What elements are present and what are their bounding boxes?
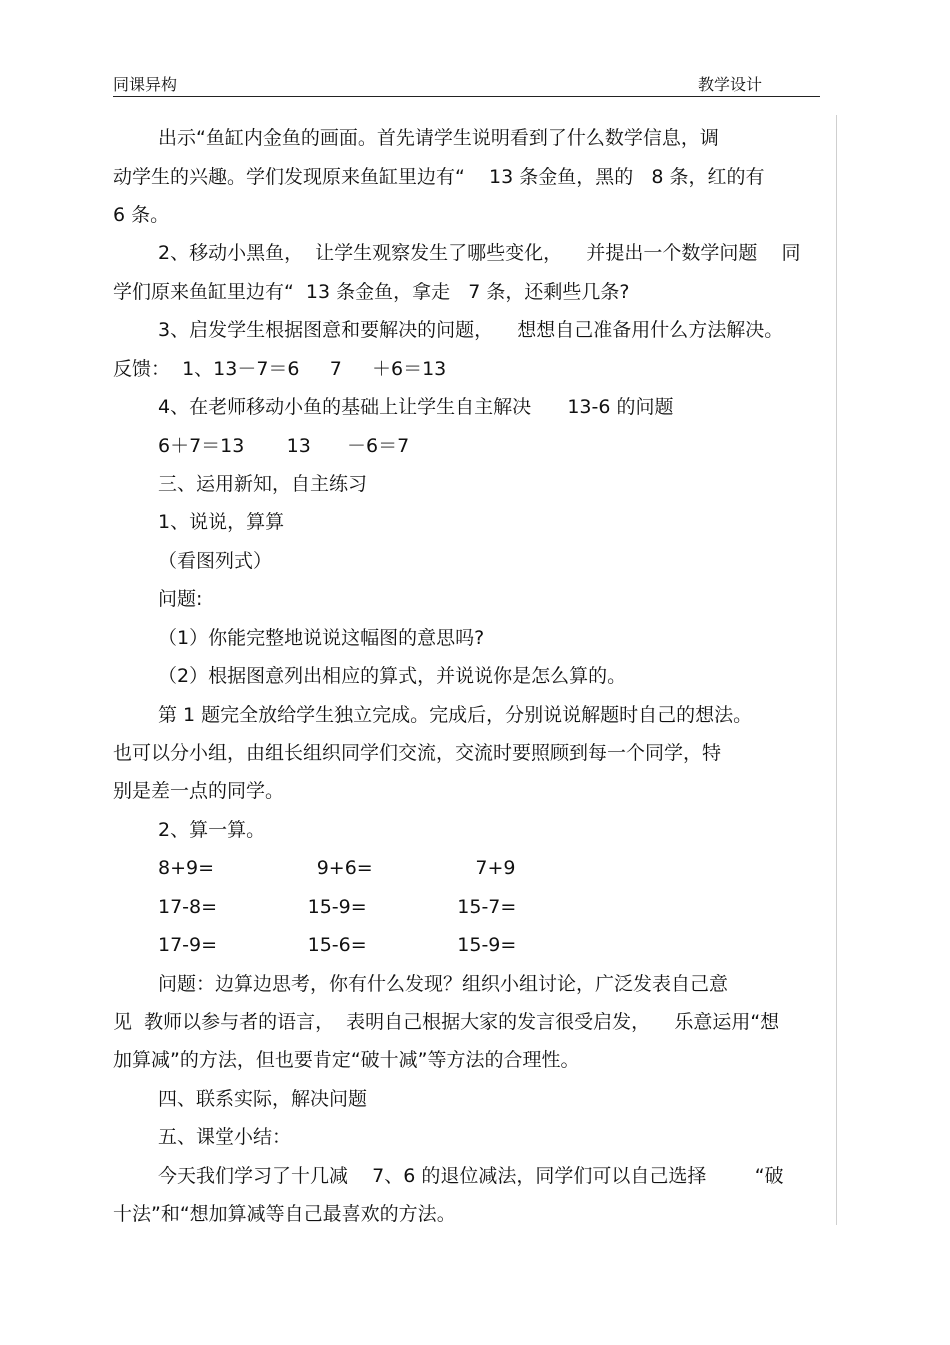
paragraph-line: 十法”和“想加算减等自己最喜欢的方法。: [113, 1203, 456, 1225]
paragraph-line: 4、在老师移动小鱼的基础上让学生自主解决 13-6 的问题: [158, 396, 674, 418]
header-left-title: 同课异构: [113, 75, 178, 94]
paragraph-line: 2、移动小黑鱼， 让学生观察发生了哪些变化， 并提出一个数学问题 同: [158, 242, 801, 264]
paragraph-line: 6＋7＝13 13 －6＝7: [158, 435, 410, 457]
exercise-row: 17-9= 15-6= 15-9=: [158, 934, 517, 956]
paragraph-line: 6 条。: [113, 204, 170, 226]
exercise-row: 17-8= 15-9= 15-7=: [158, 896, 517, 918]
header-right-title: 教学设计: [698, 75, 763, 94]
margin-line: [836, 115, 837, 1225]
paragraph-line: 反馈： 1、13－7＝6 7 ＋6＝13: [113, 358, 447, 380]
paragraph-line: 加算减”的方法，但也要肯定“破十减”等方法的合理性。: [113, 1049, 580, 1071]
exercise-row: 8+9= 9+6= 7+9: [158, 857, 516, 879]
section-heading: 四、联系实际，解决问题: [158, 1088, 368, 1110]
paragraph-line: 问题：边算边思考，你有什么发现？组织小组讨论，广泛发表自己意: [158, 973, 729, 995]
section-heading: 五、课堂小结：: [158, 1126, 292, 1148]
paragraph-line: 学们原来鱼缸里边有“ 13 条金鱼，拿走 7 条，还剩些几条?: [113, 281, 630, 303]
paragraph-line: 别是差一点的同学。: [113, 780, 285, 802]
paragraph-line: 动学生的兴趣。学们发现原来鱼缸里边有“ 13 条金鱼，黑的 8 条，红的有: [113, 166, 765, 188]
paragraph-line: 3、启发学生根据图意和要解决的问题， 想想自己准备用什么方法解决。: [158, 319, 784, 341]
paragraph-line: （2）根据图意列出相应的算式，并说说你是怎么算的。: [158, 665, 627, 687]
section-heading: 三、运用新知，自主练习: [158, 473, 368, 495]
paragraph-line: 问题:: [158, 588, 203, 610]
paragraph-line: 2、算一算。: [158, 819, 266, 841]
paragraph-line: （1）你能完整地说说这幅图的意思吗?: [158, 627, 485, 649]
paragraph-line: （看图列式）: [158, 550, 273, 572]
page-header: [113, 70, 820, 97]
paragraph-line: 1、说说，算算: [158, 511, 285, 533]
paragraph-line: 第 1 题完全放给学生独立完成。完成后，分别说说解题时自己的想法。: [158, 704, 753, 726]
paragraph-line: 出示“鱼缸内金鱼的画面。首先请学生说明看到了什么数学信息，调: [158, 127, 719, 149]
paragraph-line: 今天我们学习了十几减 7、6 的退位减法，同学们可以自己选择 “破: [158, 1165, 784, 1187]
paragraph-line: 也可以分小组，由组长组织同学们交流，交流时要照顾到每一个同学，特: [113, 742, 722, 764]
paragraph-line: 见 教师以参与者的语言， 表明自己根据大家的发言很受启发， 乐意运用“想: [113, 1011, 780, 1033]
